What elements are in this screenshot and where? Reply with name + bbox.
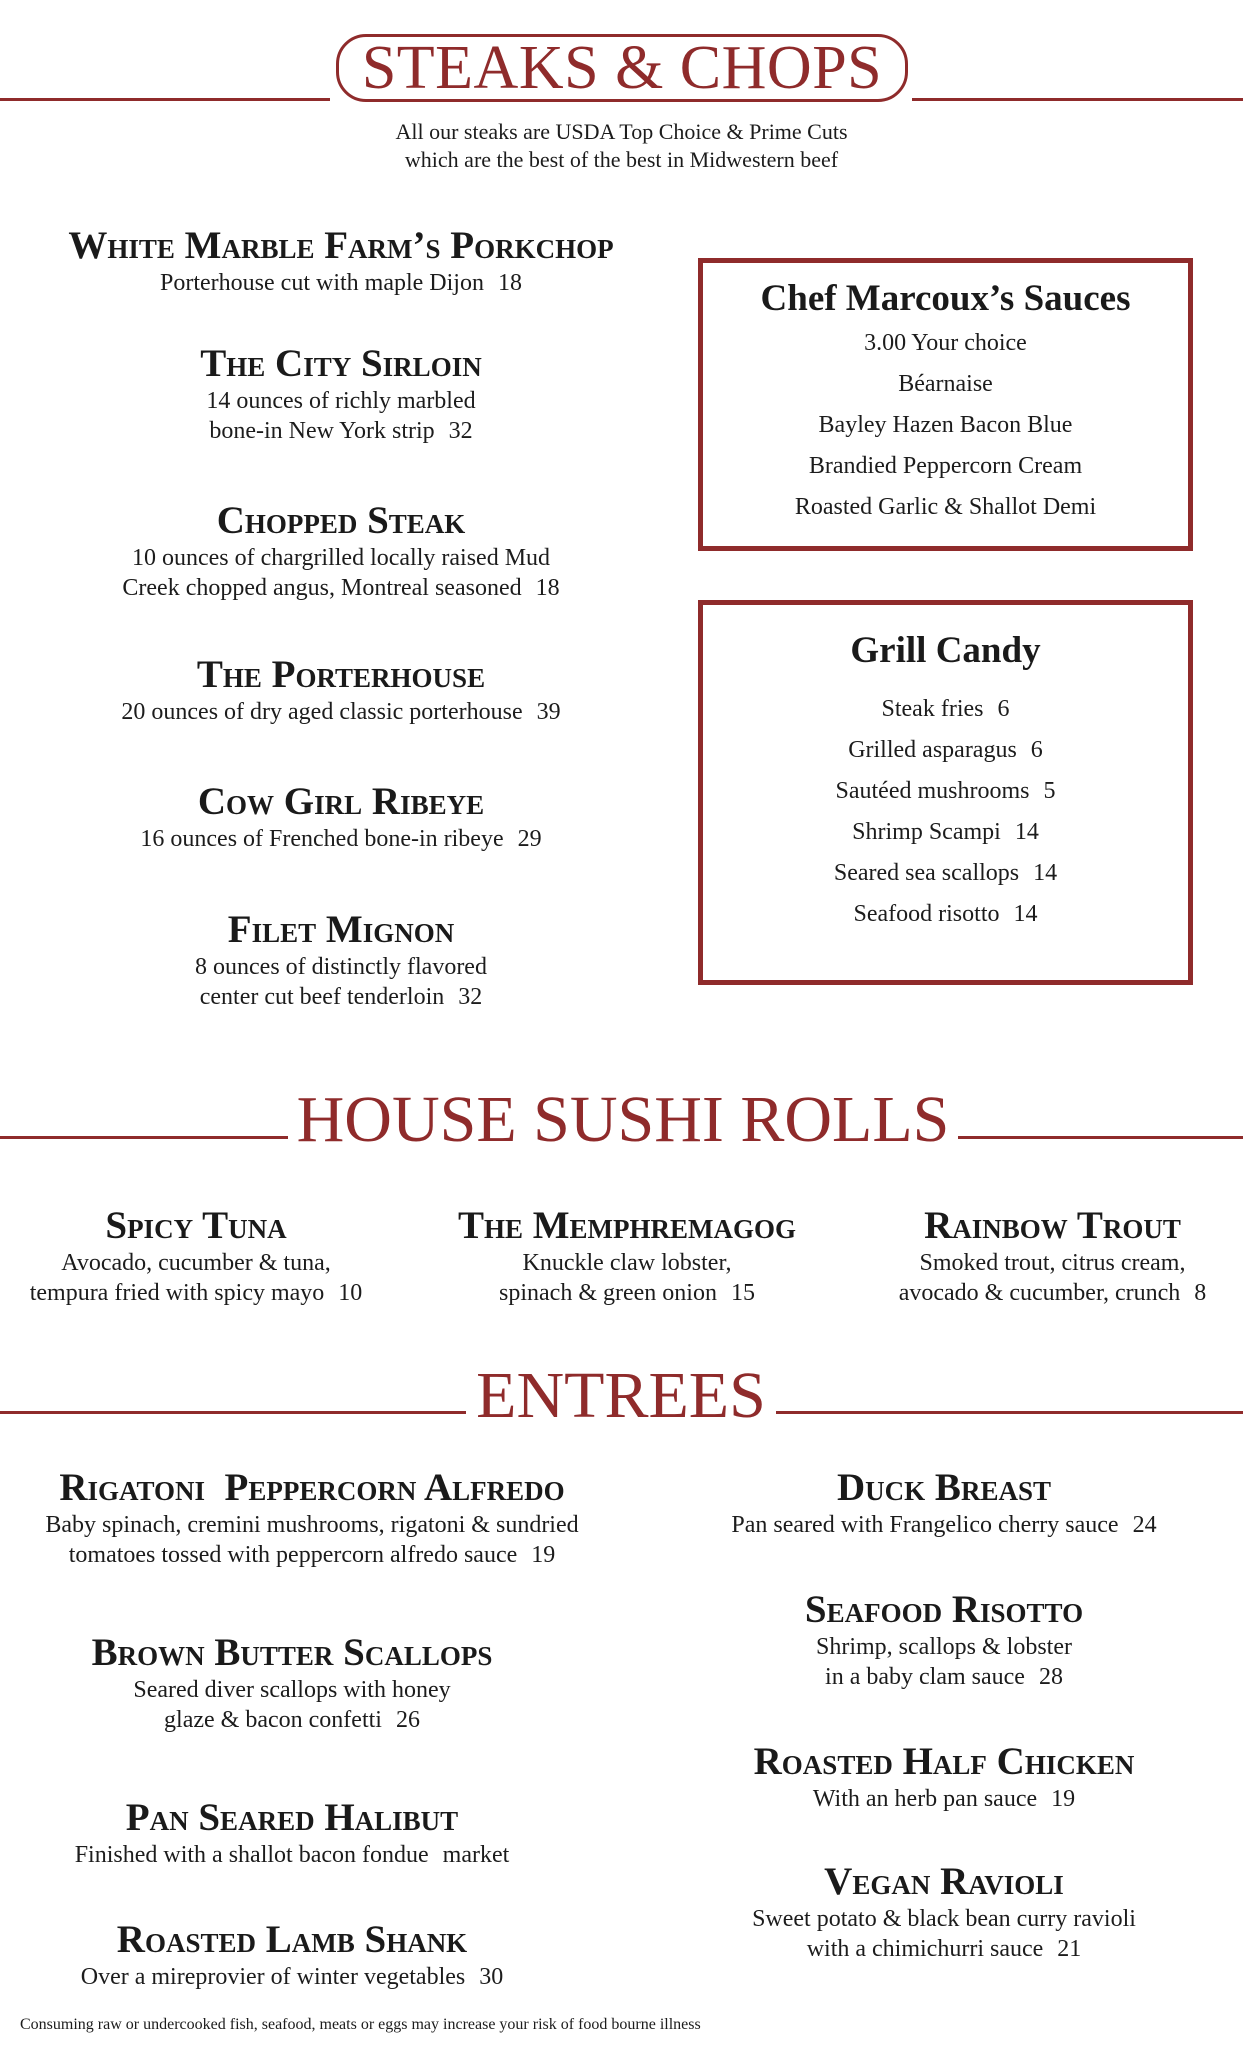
menu-item-roasted-half-chicken [650,1740,1238,1814]
item-description: Avocado, cucumber & tuna, tempura fried with spicy mayo 10 [29,1250,363,1306]
item-price: 24 [1132,1512,1157,1538]
item-name: Seafood Risotto [804,1588,1084,1631]
section-title-entrees: ENTREES [476,1359,766,1432]
item-description: Over a mireprovier of winter vegetables 30 [80,1964,504,1990]
item-price: 15 [730,1280,755,1306]
item-description: Knuckle claw lobster, spinach & green onion 15 [499,1250,755,1306]
item-price: 32 [448,418,473,444]
item-name: Pan Seared Halibut [125,1796,459,1839]
steaks-intro [300,118,943,174]
sushi-rule-left [0,1136,288,1139]
item-price: 29 [517,826,542,852]
section-title-sushi: HOUSE SUSHI ROLLS [296,1083,950,1156]
item-price: 19 [531,1542,556,1568]
menu-item-brown-butter-scallops [0,1631,584,1735]
grill-candy-item: Shrimp Scampi 14 [852,819,1039,845]
grill-candy-item: Seared sea scallops 14 [833,860,1058,886]
item-name: The Porterhouse [196,653,486,696]
sauce-line: Roasted Garlic & Shallot Demi [794,494,1097,520]
menu-item-city-sirloin [0,342,682,446]
item-name: Filet Mignon [227,908,455,951]
item-price: 8 [1194,1280,1207,1306]
item-name: Rigatoni Peppercorn Alfredo [59,1466,565,1509]
item-name: Spicy Tuna [105,1204,287,1247]
menu-item-rigatoni-alfredo [0,1466,624,1570]
item-price: 19 [1051,1786,1076,1812]
item-description: Shrimp, scallops & lobster in a baby clam sauce 28 [816,1634,1072,1690]
menu-item-porterhouse [0,653,682,727]
menu-item-porkchop [0,224,682,298]
sauce-line: Bayley Hazen Bacon Blue [818,412,1073,438]
grill-candy-item: Seafood risotto 14 [853,901,1038,927]
item-price: 30 [479,1964,504,1990]
item-description: 16 ounces of Frenched bone-in ribeye 29 [140,826,542,852]
item-price: 28 [1038,1664,1063,1690]
menu-item-spicy-tuna [0,1204,392,1308]
menu-item-seafood-risotto [650,1588,1238,1692]
sauces-title: Chef Marcoux’s Sauces [760,278,1131,319]
grill-candy-title: Grill Candy [850,630,1041,671]
grill-candy-item: Sautéed mushrooms 5 [835,778,1056,804]
item-name: Brown Butter Scallops [91,1631,493,1674]
menu-item-vegan-ravioli [650,1860,1238,1964]
sauce-line: Béarnaise [898,371,993,397]
item-price: 18 [497,270,522,296]
header-rule-left [0,98,330,101]
header-rule-right [912,98,1243,101]
menu-item-filet-mignon [0,908,682,1012]
item-price: 32 [458,984,483,1010]
menu-item-pan-seared-halibut [0,1796,584,1870]
menu-item-roasted-lamb-shank [0,1918,584,1992]
item-description: Seared diver scallops with honey glaze & bacon confetti 26 [133,1677,451,1733]
item-description: 8 ounces of distinctly flavored center cut beef tenderloin 32 [195,954,487,1010]
item-price: 21 [1057,1936,1082,1962]
item-description: Baby spinach, cremini mushrooms, rigatoni & sundried tomatoes tossed with peppercorn alfredo sauce 19 [45,1512,579,1568]
item-name: Roasted Lamb Shank [116,1918,468,1961]
item-name: The Memphremagog [457,1204,797,1247]
item-description: Pan seared with Frangelico cherry sauce 24 [731,1512,1157,1538]
item-description: 10 ounces of chargrilled locally raised Mud Creek chopped angus, Montreal seasoned 18 [122,545,560,601]
menu-item-rainbow-trout [862,1204,1243,1308]
item-name: Cow Girl Ribeye [197,780,485,823]
item-description: Smoked trout, citrus cream, avocado & cucumber, crunch 8 [898,1250,1207,1306]
menu-item-ribeye [0,780,682,854]
item-price: market [442,1842,510,1868]
sauces-box [698,258,1193,551]
item-name: Chopped Steak [216,499,466,542]
section-title-steaks: STEAKS & CHOPS [361,34,883,102]
grill-candy-item: Steak fries 6 [881,696,1010,722]
item-name: White Marble Farm’s Porkchop [68,224,614,267]
menu-item-memphremagog [412,1204,842,1308]
item-name: Vegan Ravioli [824,1860,1064,1903]
item-description: 20 ounces of dry aged classic porterhouse 39 [121,699,561,725]
grill-candy-item: Grilled asparagus 6 [848,737,1043,763]
item-description: Sweet potato & black bean curry ravioli with a chimichurri sauce 21 [752,1906,1136,1962]
sauce-line: Brandied Peppercorn Cream [808,453,1083,479]
sauce-line: 3.00 Your choice [864,330,1027,356]
menu-item-duck-breast [650,1466,1238,1540]
food-safety-footnote: Consuming raw or undercooked fish, seafood, meats or eggs may increase your risk of food bourne illness [20,2016,701,2033]
intro-line-1: All our steaks are USDA Top Choice & Prime Cuts [395,119,848,144]
entrees-rule-right [776,1411,1243,1414]
item-name: Roasted Half Chicken [753,1740,1135,1783]
grill-candy-box [698,600,1193,985]
item-description: Finished with a shallot bacon fondue market [74,1842,510,1868]
item-description: Porterhouse cut with maple Dijon 18 [160,270,522,296]
intro-line-2: which are the best of the best in Midwestern beef [404,147,839,172]
item-price: 26 [395,1707,420,1733]
item-name: Duck Breast [837,1466,1051,1509]
item-price: 10 [338,1280,363,1306]
item-name: The City Sirloin [200,342,482,385]
item-price: 39 [536,699,561,725]
item-name: Rainbow Trout [924,1204,1181,1247]
menu-item-chopped-steak [0,499,682,603]
sushi-rule-right [958,1136,1243,1139]
entrees-rule-left [0,1411,466,1414]
item-price: 18 [535,575,560,601]
item-description: 14 ounces of richly marbled bone-in New York strip 32 [206,388,476,444]
item-description: With an herb pan sauce 19 [812,1786,1076,1812]
